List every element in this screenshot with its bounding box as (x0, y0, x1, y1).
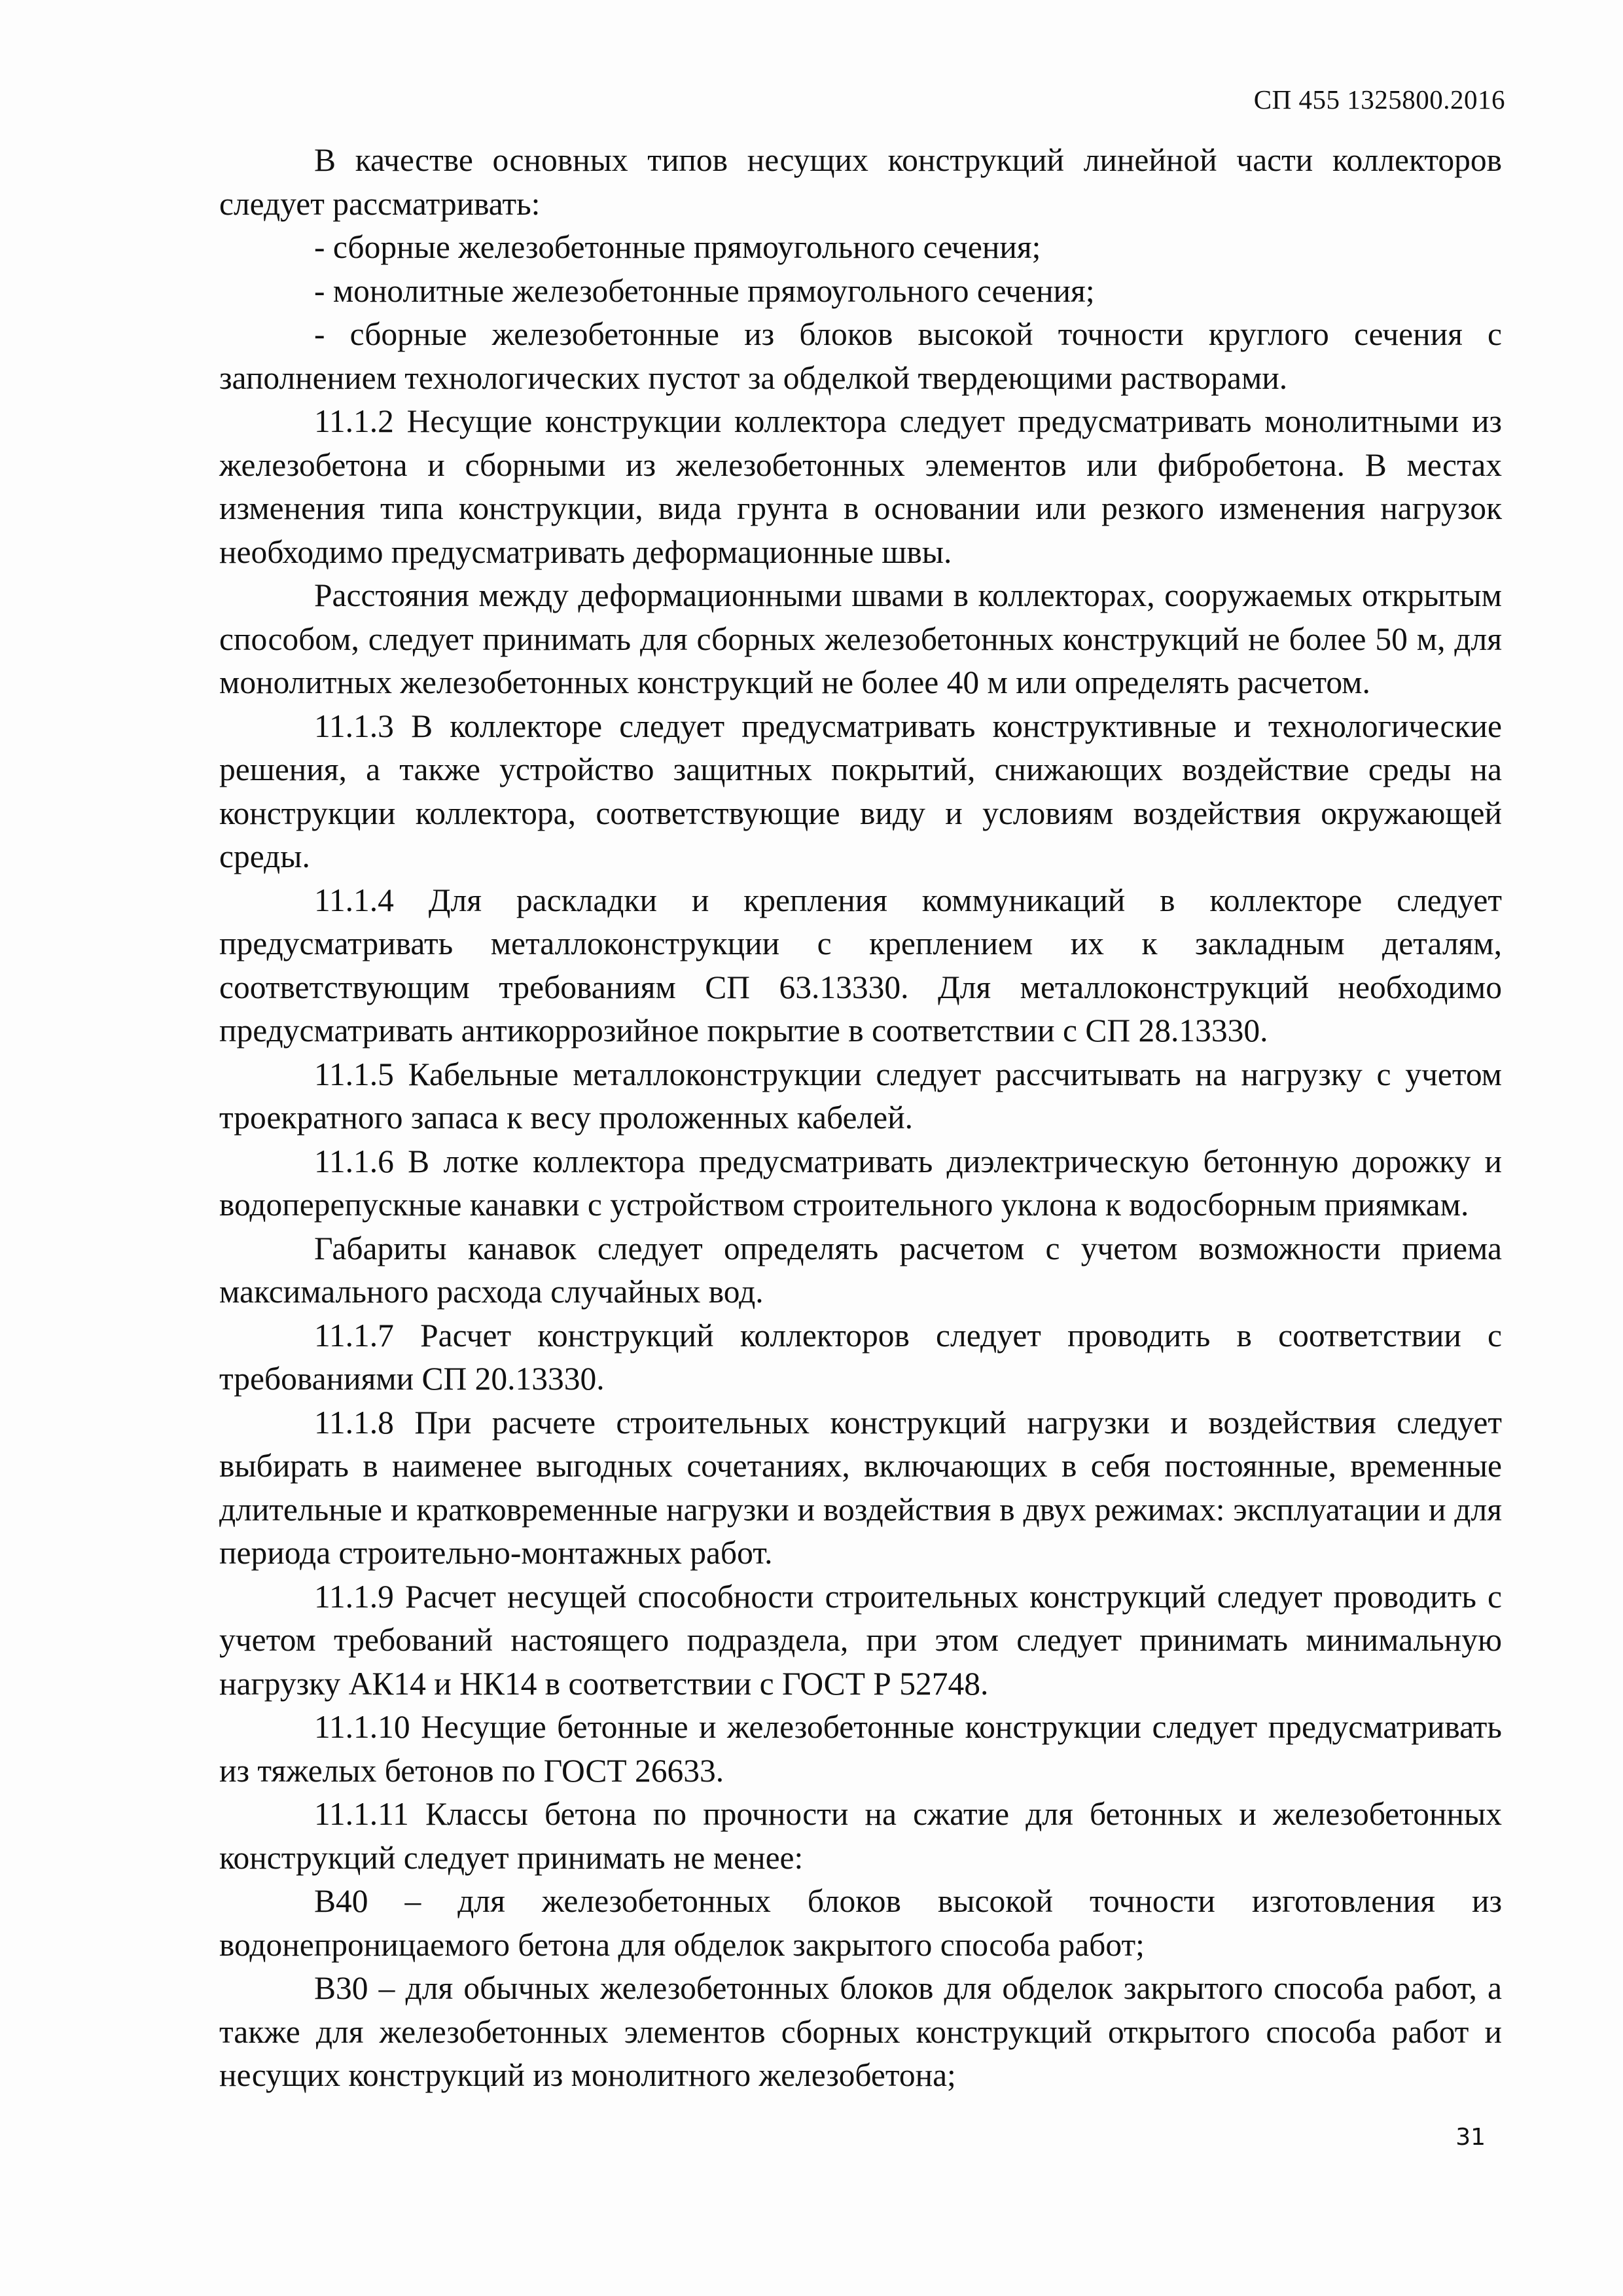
clause-11-1-5: 11.1.5 Кабельные металлоконструкции следует рассчитывать на нагрузку с учетом троекратного запаса к весу проложенных кабелей. (219, 1056, 1502, 1136)
list-item: - сборные железобетонные из блоков высокой точности круглого сечения с заполнением технологических пустот за обделкой твердеющими растворами. (219, 316, 1502, 396)
clause-11-1-4: 11.1.4 Для раскладки и крепления коммуникаций в коллекторе следует предусматривать металлоконструкции с креплением их к закладным деталям, соответствующим требованиям СП 63.13330. Для металлоконструкций необходимо предусматривать антикоррозийное покрытие в соответствии с СП 28.13330. (219, 882, 1502, 1049)
clause-11-1-10: 11.1.10 Несущие бетонные и железобетонные конструкции следует предусматривать из тяжелых бетонов по ГОСТ 26633. (219, 1709, 1502, 1789)
page-body (219, 139, 1502, 2098)
clause-11-1-2: 11.1.2 Несущие конструкции коллектора следует предусматривать монолитными из железобетона и сборными из железобетонных элементов или фибробетона. В местах изменения типа конструкции, вида грунта в основании или резкого изменения нагрузок необходимо предусматривать деформационные швы. (219, 403, 1502, 570)
paragraph: В качестве основных типов несущих конструкций линейной части коллекторов следует рассматривать: (219, 142, 1502, 222)
paragraph: В30 – для обычных железобетонных блоков для обделок закрытого способа работ, а также для железобетонных элементов сборных конструкций открытого способа работ и несущих конструкций из монолитного железобетона; (219, 1970, 1502, 2093)
document-code: СП 455 1325800.2016 (1253, 84, 1505, 115)
list-item: - монолитные железобетонные прямоугольного сечения; (314, 272, 1095, 309)
clause-11-1-9: 11.1.9 Расчет несущей способности строительных конструкций следует проводить с учетом требований настоящего подраздела, при этом следует принимать минимальную нагрузку АК14 и НК14 в соответствии с ГОСТ Р 52748. (219, 1578, 1502, 1702)
clause-11-1-7: 11.1.7 Расчет конструкций коллекторов следует проводить в соответствии с требованиями СП 20.13330. (219, 1317, 1502, 1397)
clause-11-1-11: 11.1.11 Классы бетона по прочности на сжатие для бетонных и железобетонных конструкций следует принимать не менее: (219, 1796, 1502, 1876)
paragraph: Расстояния между деформационными швами в коллекторах, сооружаемых открытым способом, следует принимать для сборных железобетонных конструкций не более 50 м, для монолитных железобетонных конструкций не более 40 м или определять расчетом. (219, 577, 1502, 700)
list-item: - сборные железобетонные прямоугольного сечения; (314, 229, 1041, 265)
paragraph: Габариты канавок следует определять расчетом с учетом возможности приема максимального расхода случайных вод. (219, 1230, 1502, 1310)
clause-11-1-3: 11.1.3 В коллекторе следует предусматривать конструктивные и технологические решения, а также устройство защитных покрытий, снижающих воздействие среды на конструкции коллектора, соответствующие виду и условиям воздействия окружающей среды. (219, 708, 1502, 874)
clause-11-1-6: 11.1.6 В лотке коллектора предусматривать диэлектрическую бетонную дорожку и водоперепускные канавки с устройством строительного уклона к водосборным приямкам. (219, 1143, 1502, 1223)
clause-11-1-8: 11.1.8 При расчете строительных конструкций нагрузки и воздействия следует выбирать в наименее выгодных сочетаниях, включающих в себя постоянные, временные длительные и кратковременные нагрузки и воздействия в двух режимах: эксплуатации и для периода строительно-монтажных работ. (219, 1404, 1502, 1571)
page-number: 31 (1455, 2124, 1486, 2151)
paragraph: В40 – для железобетонных блоков высокой точности изготовления из водонепроницаемого бетона для обделок закрытого способа работ; (219, 1883, 1502, 1963)
